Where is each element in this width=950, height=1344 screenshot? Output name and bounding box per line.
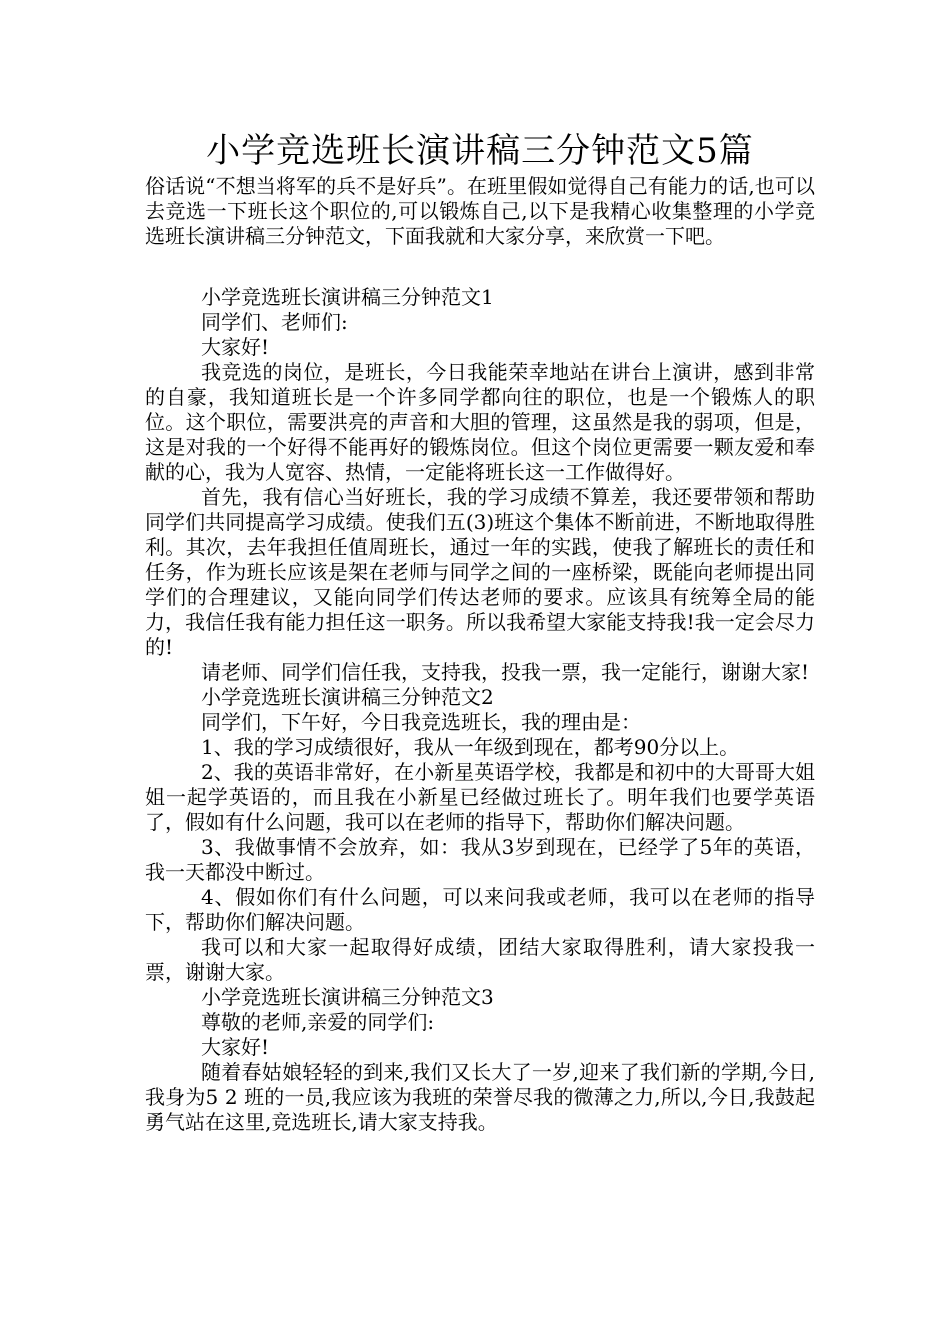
list-item: 1、我的学习成绩很好，我从一年级到现在，都考90分以上。 [201, 735, 740, 759]
salutation: 尊敬的老师,亲爱的同学们: [201, 1010, 435, 1034]
body-paragraph: 我可以和大家一起取得好成绩，团结大家取得胜利，请大家投我一票，谢谢大家。 [145, 935, 815, 984]
section-heading-3: 小学竞选班长演讲稿三分钟范文3 [201, 985, 494, 1009]
list-item: 4、假如你们有什么问题，可以来问我或老师，我可以在老师的指导下，帮助你们解决问题。 [145, 885, 815, 934]
document-page [145, 128, 815, 1135]
greeting: 大家好! [201, 335, 270, 359]
body-paragraph: 随着春姑娘轻轻的到来,我们又长大了一岁,迎来了我们新的学期,今日,我身为5 2 班的一员,我应该为我班的荣誉尽我的微薄之力,所以,今日,我鼓起勇气站在这里,竞选班长,请大家支持我。 [145, 1060, 815, 1134]
greeting: 大家好! [201, 1035, 270, 1059]
salutation: 同学们、老师们: [201, 310, 348, 334]
body-paragraph: 首先，我有信心当好班长，我的学习成绩不算差，我还要带领和帮助同学们共同提高学习成绩。使我们五(3)班这个集体不断前进，不断地取得胜利。其次，去年我担任值周班长，通过一年的实践，使我了解班长的责任和任务，作为班长应该是架在老师与同学之间的一座桥梁，既能向老师提出同学们的合理建议，又能向同学们传达老师的要求。应该具有统筹全局的能力，我信任我有能力担任这一职务。所以我希望大家能支持我!我一定会尽力的! [145, 485, 815, 659]
document-title: 小学竞选班长演讲稿三分钟范文5篇 [206, 131, 754, 171]
body-paragraph: 同学们，下午好，今日我竞选班长，我的理由是： [201, 710, 641, 734]
section-spacer [145, 249, 815, 285]
body-paragraph: 我竞选的岗位，是班长，今日我能荣幸地站在讲台上演讲，感到非常的自豪，我知道班长是一个许多同学都向往的职位，也是一个锻炼人的职位。这个职位，需要洪亮的声音和大胆的管理，这虽然是我的弱项，但是，这是对我的一个好得不能再好的锻炼岗位。但这个岗位更需要一颗友爱和奉献的心，我为人宽容、热情，一定能将班长这一工作做得好。 [145, 360, 815, 484]
list-item: 2、我的英语非常好，在小新星英语学校，我都是和初中的大哥哥大姐姐一起学英语的，而且我在小新星已经做过班长了。明年我们也要学英语了，假如有什么问题，我可以在老师的指导下，帮助你们解决问题。 [145, 760, 815, 834]
intro-paragraph: 俗话说“不想当将军的兵不是好兵”。在班里假如觉得自己有能力的话,也可以去竞选一下班长这个职位的,可以锻炼自己,以下是我精心收集整理的小学竞选班长演讲稿三分钟范文，下面我就和大家分享，来欣赏一下吧。 [145, 174, 815, 248]
body-paragraph: 请老师、同学们信任我，支持我，投我一票，我一定能行，谢谢大家! [201, 660, 810, 684]
list-item: 3、我做事情不会放弃，如：我从3岁到现在，已经学了5年的英语，我一天都没中断过。 [145, 835, 815, 884]
section-heading-2: 小学竞选班长演讲稿三分钟范文2 [201, 685, 494, 709]
section-heading-1: 小学竞选班长演讲稿三分钟范文1 [201, 285, 494, 309]
